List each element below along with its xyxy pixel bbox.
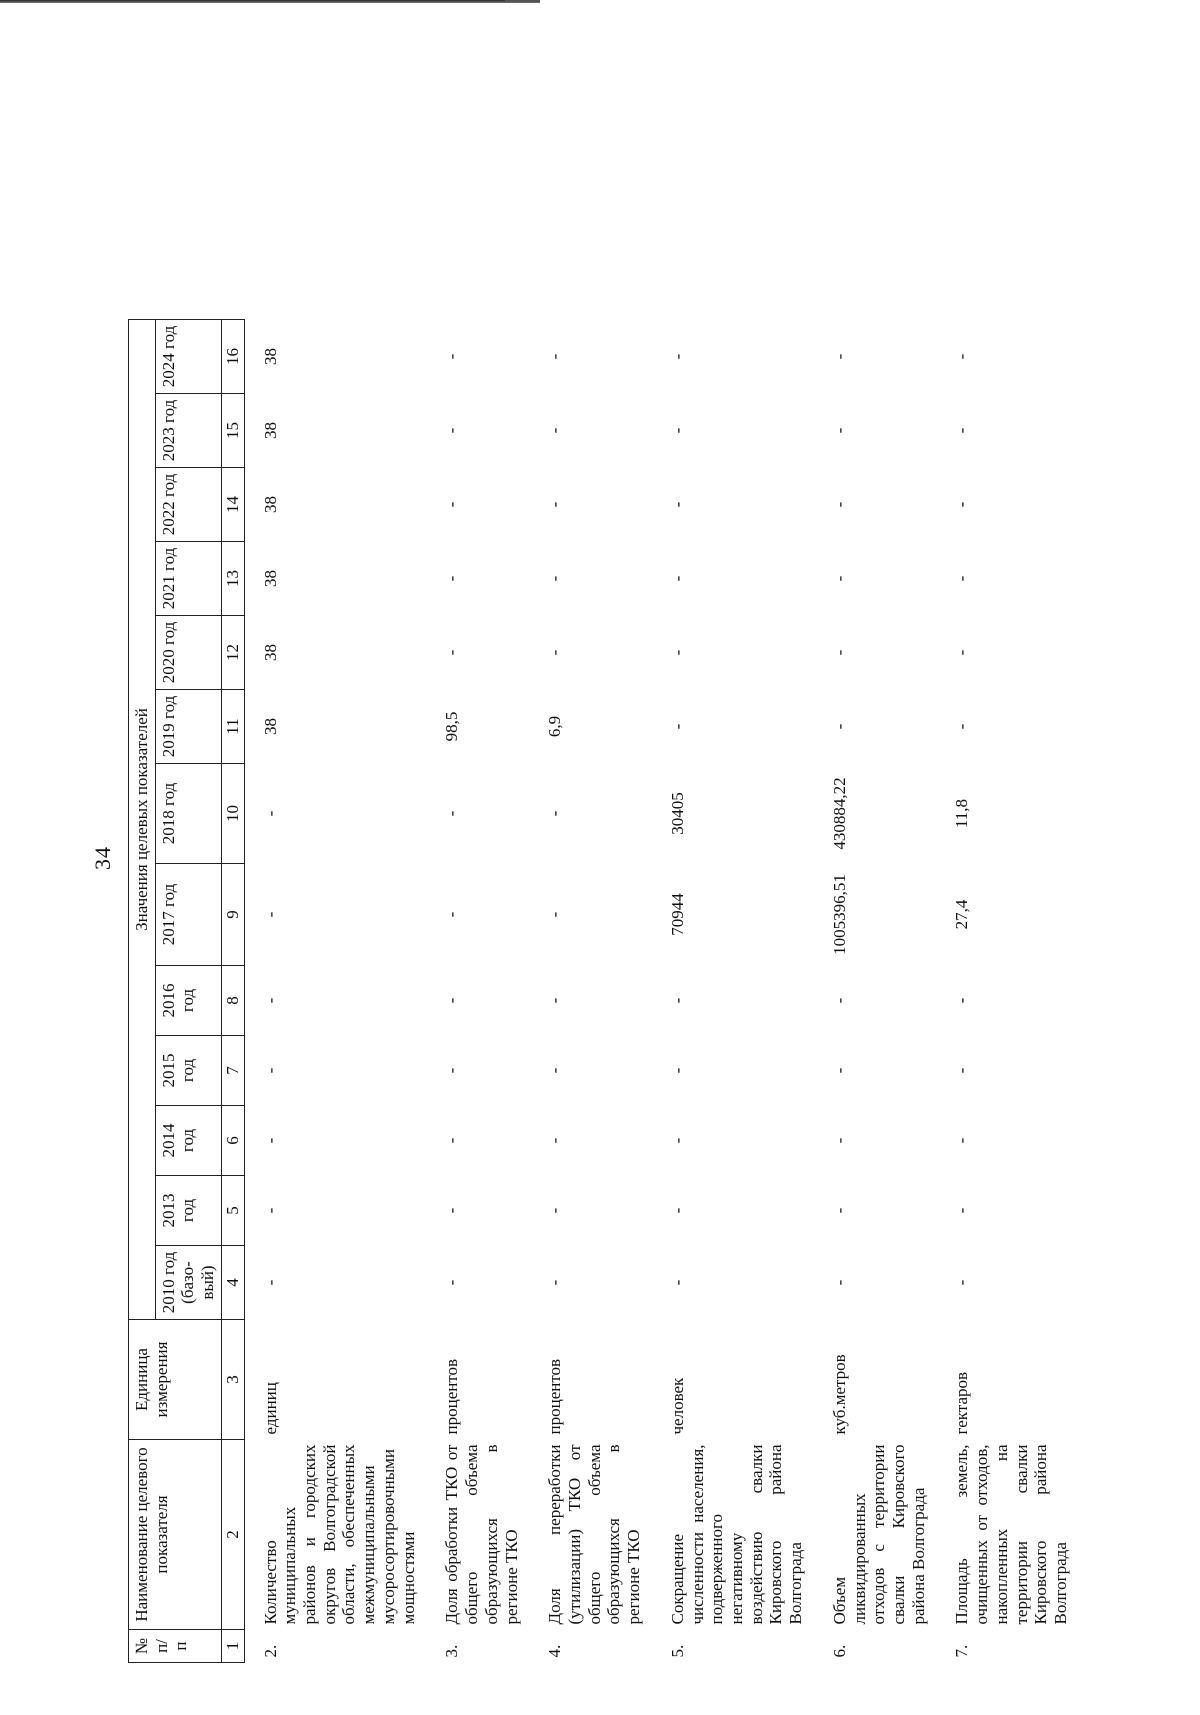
indicator-value: - [829,1279,849,1286]
indicator-value: 11,8 [952,798,972,829]
table-row [244,320,428,1663]
header-year: 2016 год [155,966,221,1036]
column-index: 7 [221,1036,244,1106]
indicator-value: 430884,22 [829,777,849,850]
indicator-value: 70944 [667,893,687,936]
header-year: 2013 год [155,1176,221,1246]
indicator-value: 38 [260,496,280,513]
column-index: 5 [221,1176,244,1246]
indicator-value: - [667,1067,687,1074]
indicator-value: - [260,1137,280,1144]
indicator-value: - [952,501,972,508]
header-year: 2018 год [155,764,221,864]
header-year: 2024 год [155,320,221,394]
indicator-value: - [260,810,280,817]
indicator-value: - [442,810,462,817]
indicator-value: - [952,1067,972,1074]
indicator-value: 38 [260,644,280,661]
header-year: 2021 год [155,542,221,616]
table-row [428,320,531,1663]
indicator-value: - [260,997,280,1004]
rotated-page [0,60,1200,1715]
indicator-value: 38 [260,570,280,587]
column-index: 13 [221,542,244,616]
header-year: 2017 год [155,864,221,966]
indicator-name: Объем ликвидированных отходов с территории свалки Кировского района Волгограда [829,1444,928,1625]
header-values-group: Значения целевых показателей [129,320,156,1320]
indicator-value: - [667,575,687,582]
indicator-value: - [829,501,849,508]
indicator-value: - [829,1067,849,1074]
indicator-value: - [545,810,565,817]
indicator-value: - [667,723,687,730]
indicator-value: 30405 [667,792,687,835]
indicator-value: - [667,353,687,360]
indicator-value: - [442,911,462,918]
indicator-value: - [442,1067,462,1074]
header-num: № п/п [129,1630,222,1663]
indicator-value: - [952,997,972,1004]
indicator-value: - [442,353,462,360]
indicator-value: - [260,911,280,918]
indicator-value: - [829,997,849,1004]
row-number: 2. [260,1644,280,1658]
indicator-value: - [829,353,849,360]
header-column-index-row [221,320,244,1663]
indicator-value: 98,5 [442,711,462,742]
indicator-value: 1005396,51 [829,874,849,955]
indicator-value: - [545,649,565,656]
row-number: 7. [952,1644,972,1658]
row-number: 5. [667,1644,687,1658]
indicator-name: Сокращение численности населения, подверженного негативному воздействию свалки Кировского района Волгограда [667,1444,806,1625]
column-index: 4 [221,1246,244,1320]
indicator-value: 27,4 [952,899,972,930]
unit-of-measure: процентов [442,1358,462,1435]
indicator-name: Доля обработки ТКО от общего объема образующихся в регионе ТКО [442,1444,521,1625]
unit-of-measure: процентов [545,1358,565,1435]
target-indicators-table [128,319,1081,1663]
header-year: 2014 год [155,1106,221,1176]
indicator-value: - [952,649,972,656]
indicator-value: 6,9 [545,715,565,738]
header-year: 2023 год [155,394,221,468]
indicator-value: - [667,997,687,1004]
header-year: 2010 год (базо-вый) [155,1246,221,1320]
indicator-value: - [442,1279,462,1286]
table-row [531,320,654,1663]
indicator-value: - [829,1207,849,1214]
column-index: 6 [221,1106,244,1176]
indicator-value: - [442,1207,462,1214]
indicator-value: - [829,1137,849,1144]
header-year: 2019 год [155,690,221,764]
column-index: 9 [221,864,244,966]
unit-of-measure: куб.метров [829,1354,849,1435]
column-index: 3 [221,1320,244,1440]
row-number: 4. [545,1644,565,1658]
indicator-value: - [545,427,565,434]
table-row [938,320,1080,1663]
indicator-value: - [545,1279,565,1286]
indicator-value: - [545,997,565,1004]
header-year: 2020 год [155,616,221,690]
scan-edge [0,0,540,3]
column-index: 11 [221,690,244,764]
indicator-value: - [442,649,462,656]
column-index: 15 [221,394,244,468]
column-index: 10 [221,764,244,864]
indicator-value: - [829,649,849,656]
unit-of-measure: единиц [260,1382,280,1435]
indicator-value: - [829,723,849,730]
indicator-value: - [952,427,972,434]
indicator-value: - [545,911,565,918]
indicator-value: - [545,501,565,508]
unit-of-measure: гектаров [952,1371,972,1435]
indicator-name: Доля переработки (утилизации) ТКО от общего объема образующихся в регионе ТКО [545,1444,644,1625]
header-year: 2022 год [155,468,221,542]
table-row [654,320,816,1663]
header-unit: Единица измерения [129,1320,222,1440]
page-number: 34 [90,846,115,870]
table-body [244,320,1081,1663]
indicator-value: - [829,427,849,434]
column-index: 14 [221,468,244,542]
indicator-value: - [667,501,687,508]
indicator-value: - [952,575,972,582]
header-row-1 [129,320,156,1663]
indicator-value: - [952,1279,972,1286]
indicator-name: Количество муниципальных районов и городских округов Волгоградской области, обеспеченных межмуниципальными мусоросортировочными мощностями [260,1444,418,1625]
indicator-value: - [442,575,462,582]
indicator-value: 38 [260,718,280,735]
column-index: 16 [221,320,244,394]
table-row [816,320,939,1663]
indicator-value: - [952,723,972,730]
indicator-name: Площадь земель, очищенных от отходов, накопленных на территории свалки Кировского района Волгограда [952,1444,1071,1625]
indicator-value: - [667,427,687,434]
column-index: 1 [221,1630,244,1663]
column-index: 2 [221,1440,244,1630]
indicator-value: - [442,501,462,508]
indicator-value: - [952,1207,972,1214]
indicator-value: - [545,1207,565,1214]
indicator-value: - [260,1279,280,1286]
scan-edge-mark [505,0,540,2]
indicator-value: - [667,1279,687,1286]
indicator-value: - [442,427,462,434]
header-year: 2015 год [155,1036,221,1106]
indicator-value: - [952,353,972,360]
indicator-value: 38 [260,348,280,365]
header-name: Наименование целевого показателя [129,1440,222,1630]
indicator-value: - [667,649,687,656]
indicator-value: - [260,1207,280,1214]
indicator-value: - [829,575,849,582]
indicator-value: - [260,1067,280,1074]
indicator-value: - [667,1137,687,1144]
row-number: 3. [442,1644,462,1658]
indicator-value: - [952,1137,972,1144]
indicator-value: - [545,353,565,360]
column-index: 8 [221,966,244,1036]
indicator-value: - [667,1207,687,1214]
indicator-value: - [545,1137,565,1144]
indicator-value: - [545,575,565,582]
indicator-value: - [442,1137,462,1144]
column-index: 12 [221,616,244,690]
indicator-value: - [545,1067,565,1074]
indicator-value: 38 [260,422,280,439]
unit-of-measure: человек [667,1377,687,1435]
row-number: 6. [829,1644,849,1658]
indicator-value: - [442,997,462,1004]
